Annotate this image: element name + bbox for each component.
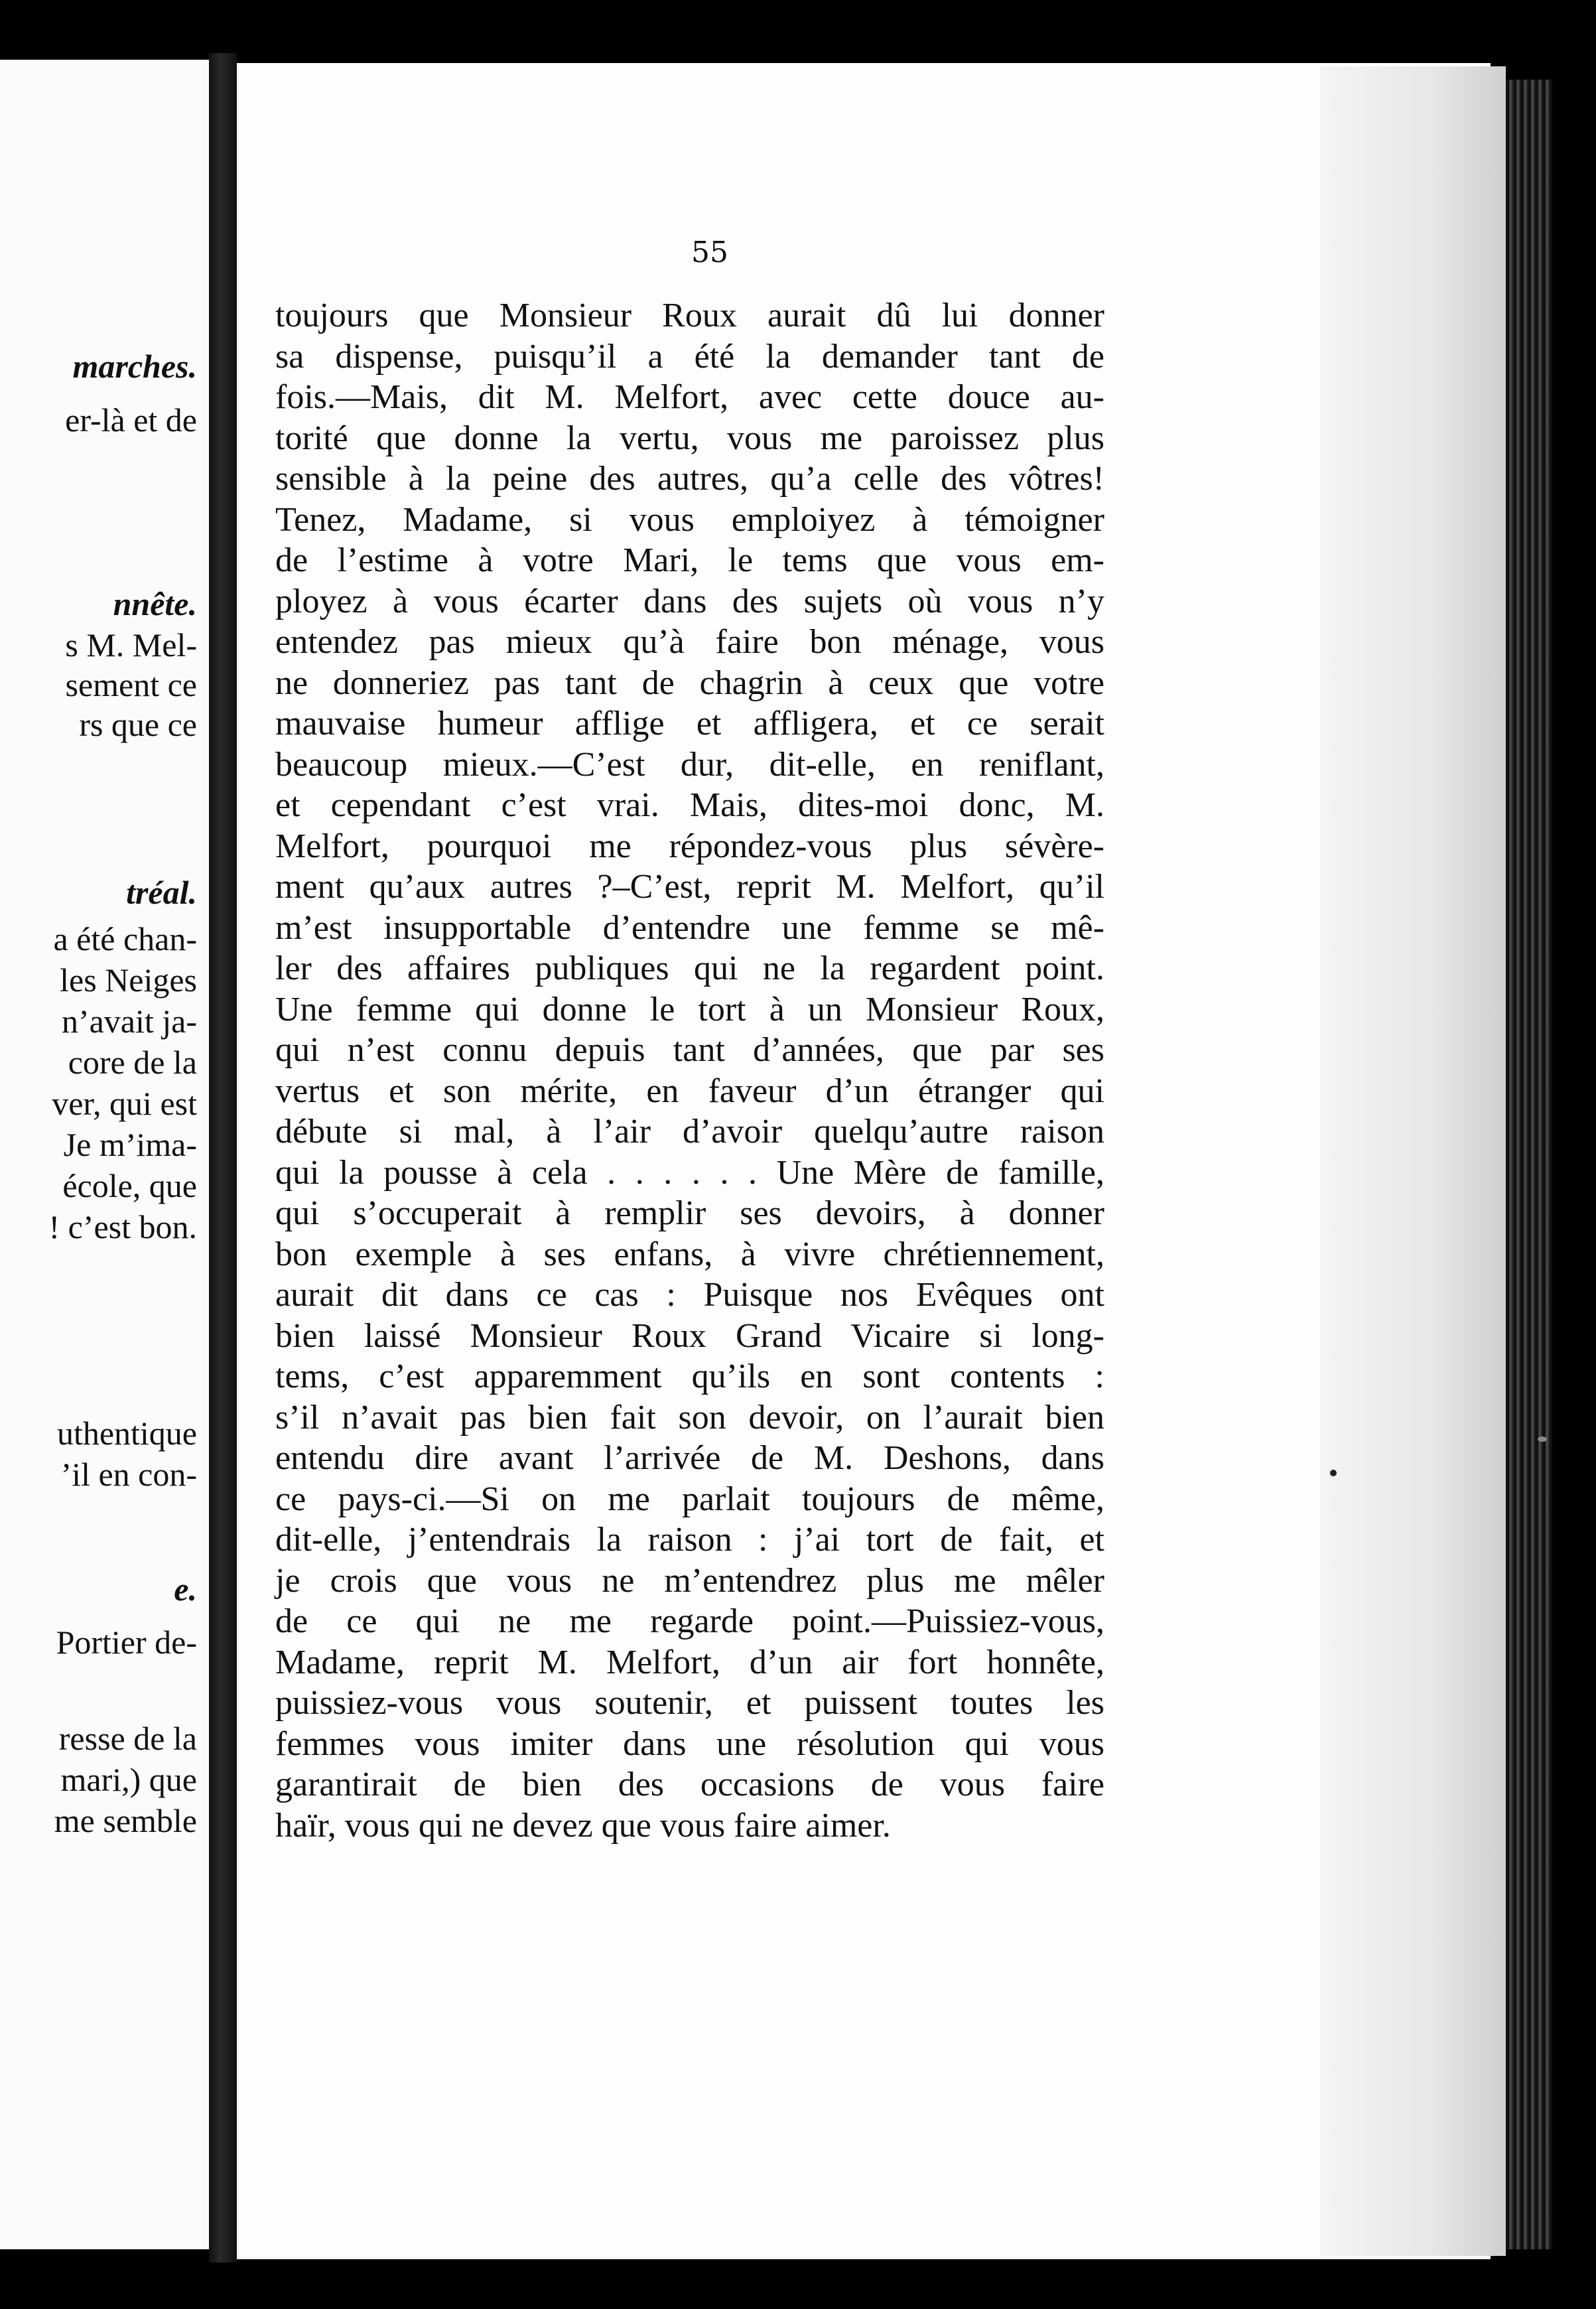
text-line: sensible à la peine des autres, qu’a celle des vôtres! [275,460,1104,498]
text-line: mauvaise humeur afflige et affligera, et ce serait [275,705,1104,742]
left-fragment: core de la [68,1044,197,1081]
text-line: ler des affaires publiques qui ne la regardent point. [275,949,1104,987]
text-line: qui la pousse à cela . . . . . . Une Mère de famille, [275,1153,1104,1192]
text-line: toujours que Monsieur Roux aurait dû lui donner [275,297,1104,334]
text-line: ment qu’aux autres ?–C’est, reprit M. Melfort, qu’il [275,868,1104,906]
left-fragment: tréal. [126,874,197,911]
page-number: 55 [691,236,728,269]
text-line: vertus et son mérite, en faveur d’un étranger qui [275,1072,1104,1110]
left-fragment: marches. [72,348,197,385]
left-fragment: ! c’est bon. [48,1208,197,1245]
text-line: tems, c’est apparemment qu’ils en sont contents : [275,1358,1104,1395]
left-fragment: s M. Mel- [65,626,197,664]
left-fragment: e. [174,1571,197,1608]
text-line: torité que donne la vertu, vous me paroissez plus [275,419,1104,457]
left-fragment: er-là et de [65,401,197,439]
text-line: haïr, vous qui ne devez que vous faire aimer. [275,1806,891,1845]
left-fragment: les Neiges [60,961,197,999]
left-fragment: ’il en con- [60,1456,197,1493]
left-fragment: Je m’ima- [63,1126,197,1163]
ink-speck [1330,1470,1337,1476]
left-fragment: rs que ce [79,706,197,743]
text-line: ce pays-ci.—Si on me parlait toujours de même, [275,1480,1104,1518]
text-line: sa dispense, puisqu’il a été la demander tant de [275,337,1104,376]
body-text [275,295,1104,1846]
left-fragment: n’avait ja- [61,1003,197,1040]
text-line: bien laissé Monsieur Roux Grand Vicaire si long- [275,1316,1104,1355]
facing-page-left [0,60,209,2249]
text-line: entendu dire avant l’arrivée de M. Deshons, dans [275,1439,1104,1477]
text-line: je crois que vous ne m’entendrez plus me mêler [275,1561,1104,1600]
text-line: dit-elle, j’entendrais la raison : j’ai tort de fait, et [275,1521,1104,1559]
text-line: et cependant c’est vrai. Mais, dites-moi donc, M. [275,786,1104,824]
text-line: de l’estime à votre Mari, le tems que vous em- [275,541,1104,579]
left-fragment: école, que [62,1167,197,1204]
text-line: aurait dit dans ce cas : Puisque nos Evêques ont [275,1276,1104,1314]
left-fragment: Portier de- [56,1624,197,1661]
left-fragment: ver, qui est [52,1085,197,1122]
text-line: de ce qui ne me regarde point.—Puissiez-vous, [275,1602,1104,1640]
text-line: femmes vous imiter dans une résolution qui vous [275,1724,1104,1763]
text-line: ne donneriez pas tant de chagrin à ceux que votre [275,664,1104,702]
text-line: entendez pas mieux qu’à faire bon ménage, vous [275,623,1104,661]
text-line: débute si mal, à l’air d’avoir quelqu’autre raison [275,1113,1104,1151]
ink-speck [1538,1436,1547,1442]
text-line: beaucoup mieux.—C’est dur, dit-elle, en reniflant, [275,745,1104,784]
text-line: garantirait de bien des occasions de vous faire [275,1766,1104,1803]
text-line: Tenez, Madame, si vous emploiyez à témoigner [275,500,1104,539]
page-edge-shadow [1320,66,1506,2256]
text-line: qui n’est connu depuis tant d’années, que par ses [275,1031,1104,1069]
text-line: bon exemple à ses enfans, à vivre chrétiennement, [275,1235,1104,1273]
text-line: fois.—Mais, dit M. Melfort, avec cette douce au- [275,378,1104,416]
text-line: m’est insupportable d’entendre une femme se mê- [275,908,1104,947]
text-line: ployez à vous écarter dans des sujets où vous n’y [275,582,1104,620]
text-line: Une femme qui donne le tort à un Monsieur Roux, [275,990,1104,1028]
book-gutter [209,53,237,2263]
left-fragment: sement ce [65,666,197,703]
page-edges-stack [1506,80,1552,2249]
left-fragment: me semble [54,1802,197,1839]
left-fragment: resse de la [58,1720,197,1757]
left-fragment: uthentique [56,1415,197,1452]
text-line: Melfort, pourquoi me répondez-vous plus sévère- [275,827,1104,865]
text-line: s’il n’avait pas bien fait son devoir, on l’aurait bien [275,1398,1104,1436]
text-line: puissiez-vous vous soutenir, et puissent toutes les [275,1684,1104,1722]
left-fragment: mari,) que [60,1761,197,1798]
text-line: qui s’occuperait à remplir ses devoirs, à donner [275,1194,1104,1232]
left-fragment: nnête. [113,585,197,622]
left-fragment: a été chan- [53,920,197,957]
text-line: Madame, reprit M. Melfort, d’un air fort honnête, [275,1643,1104,1681]
